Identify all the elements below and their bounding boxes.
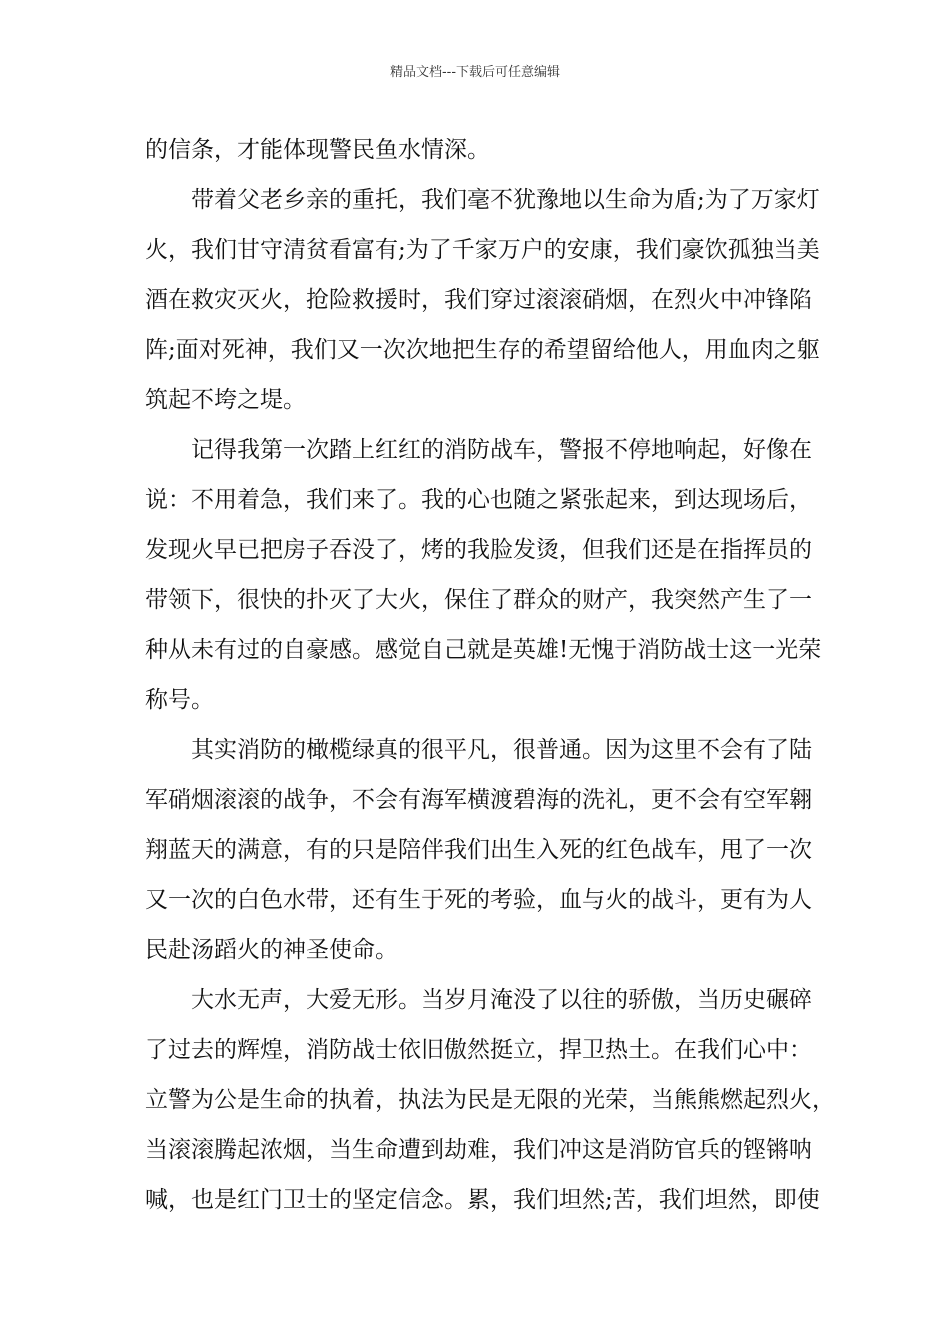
text-line: 发现火早已把房子吞没了，烤的我脸发烫，但我们还是在指挥员的 xyxy=(145,537,812,563)
text-line: 翔蓝天的满意，有的只是陪伴我们出生入死的红色战车，甩了一次 xyxy=(145,837,812,863)
text-line: 喊，也是红门卫士的坚定信念。累，我们坦然;苦，我们坦然，即使 xyxy=(145,1187,820,1213)
text-line: 阵;面对死神，我们又一次次地把生存的希望留给他人，用血肉之躯 xyxy=(145,337,820,363)
text-line: 民赴汤蹈火的神圣使命。 xyxy=(145,937,398,963)
page-header: 精品文档---下载后可任意编辑 xyxy=(389,65,561,80)
text-line: 又一次的白色水带，还有生于死的考验，血与火的战斗，更有为人 xyxy=(145,887,812,913)
text-line: 的信条，才能体现警民鱼水情深。 xyxy=(145,137,490,163)
text-line: 其实消防的橄榄绿真的很平凡，很普通。因为这里不会有了陆 xyxy=(191,737,812,763)
text-line: 当滚滚腾起浓烟，当生命遭到劫难，我们冲这是消防官兵的铿锵呐 xyxy=(145,1137,812,1163)
text-line: 火，我们甘守清贫看富有;为了千家万户的安康，我们豪饮孤独当美 xyxy=(145,237,820,263)
text-line: 大水无声，大爱无形。当岁月淹没了以往的骄傲，当历史碾碎 xyxy=(191,987,812,1013)
text-line: 筑起不垮之堤。 xyxy=(145,387,306,413)
text-line: 带着父老乡亲的重托，我们毫不犹豫地以生命为盾;为了万家灯 xyxy=(191,187,820,213)
text-line: 种从未有过的自豪感。感觉自己就是英雄!无愧于消防战士这一光荣 xyxy=(145,637,822,663)
text-line: 酒在救灾灭火，抢险救援时，我们穿过滚滚硝烟，在烈火中冲锋陷 xyxy=(145,287,812,313)
text-line: 了过去的辉煌，消防战士依旧傲然挺立，捍卫热土。在我们心中： xyxy=(145,1037,812,1063)
text-line: 记得我第一次踏上红红的消防战车，警报不停地响起，好像在 xyxy=(191,437,812,463)
text-line: 称号。 xyxy=(145,687,214,713)
text-line: 立警为公是生命的执着，执法为民是无限的光荣，当熊熊燃起烈火， xyxy=(145,1087,835,1113)
text-line: 带领下，很快的扑灭了大火，保住了群众的财产，我突然产生了一 xyxy=(145,587,812,613)
text-line: 军硝烟滚滚的战争，不会有海军横渡碧海的洗礼，更不会有空军翱 xyxy=(145,787,812,813)
text-line: 说：不用着急，我们来了。我的心也随之紧张起来，到达现场后， xyxy=(145,487,812,513)
